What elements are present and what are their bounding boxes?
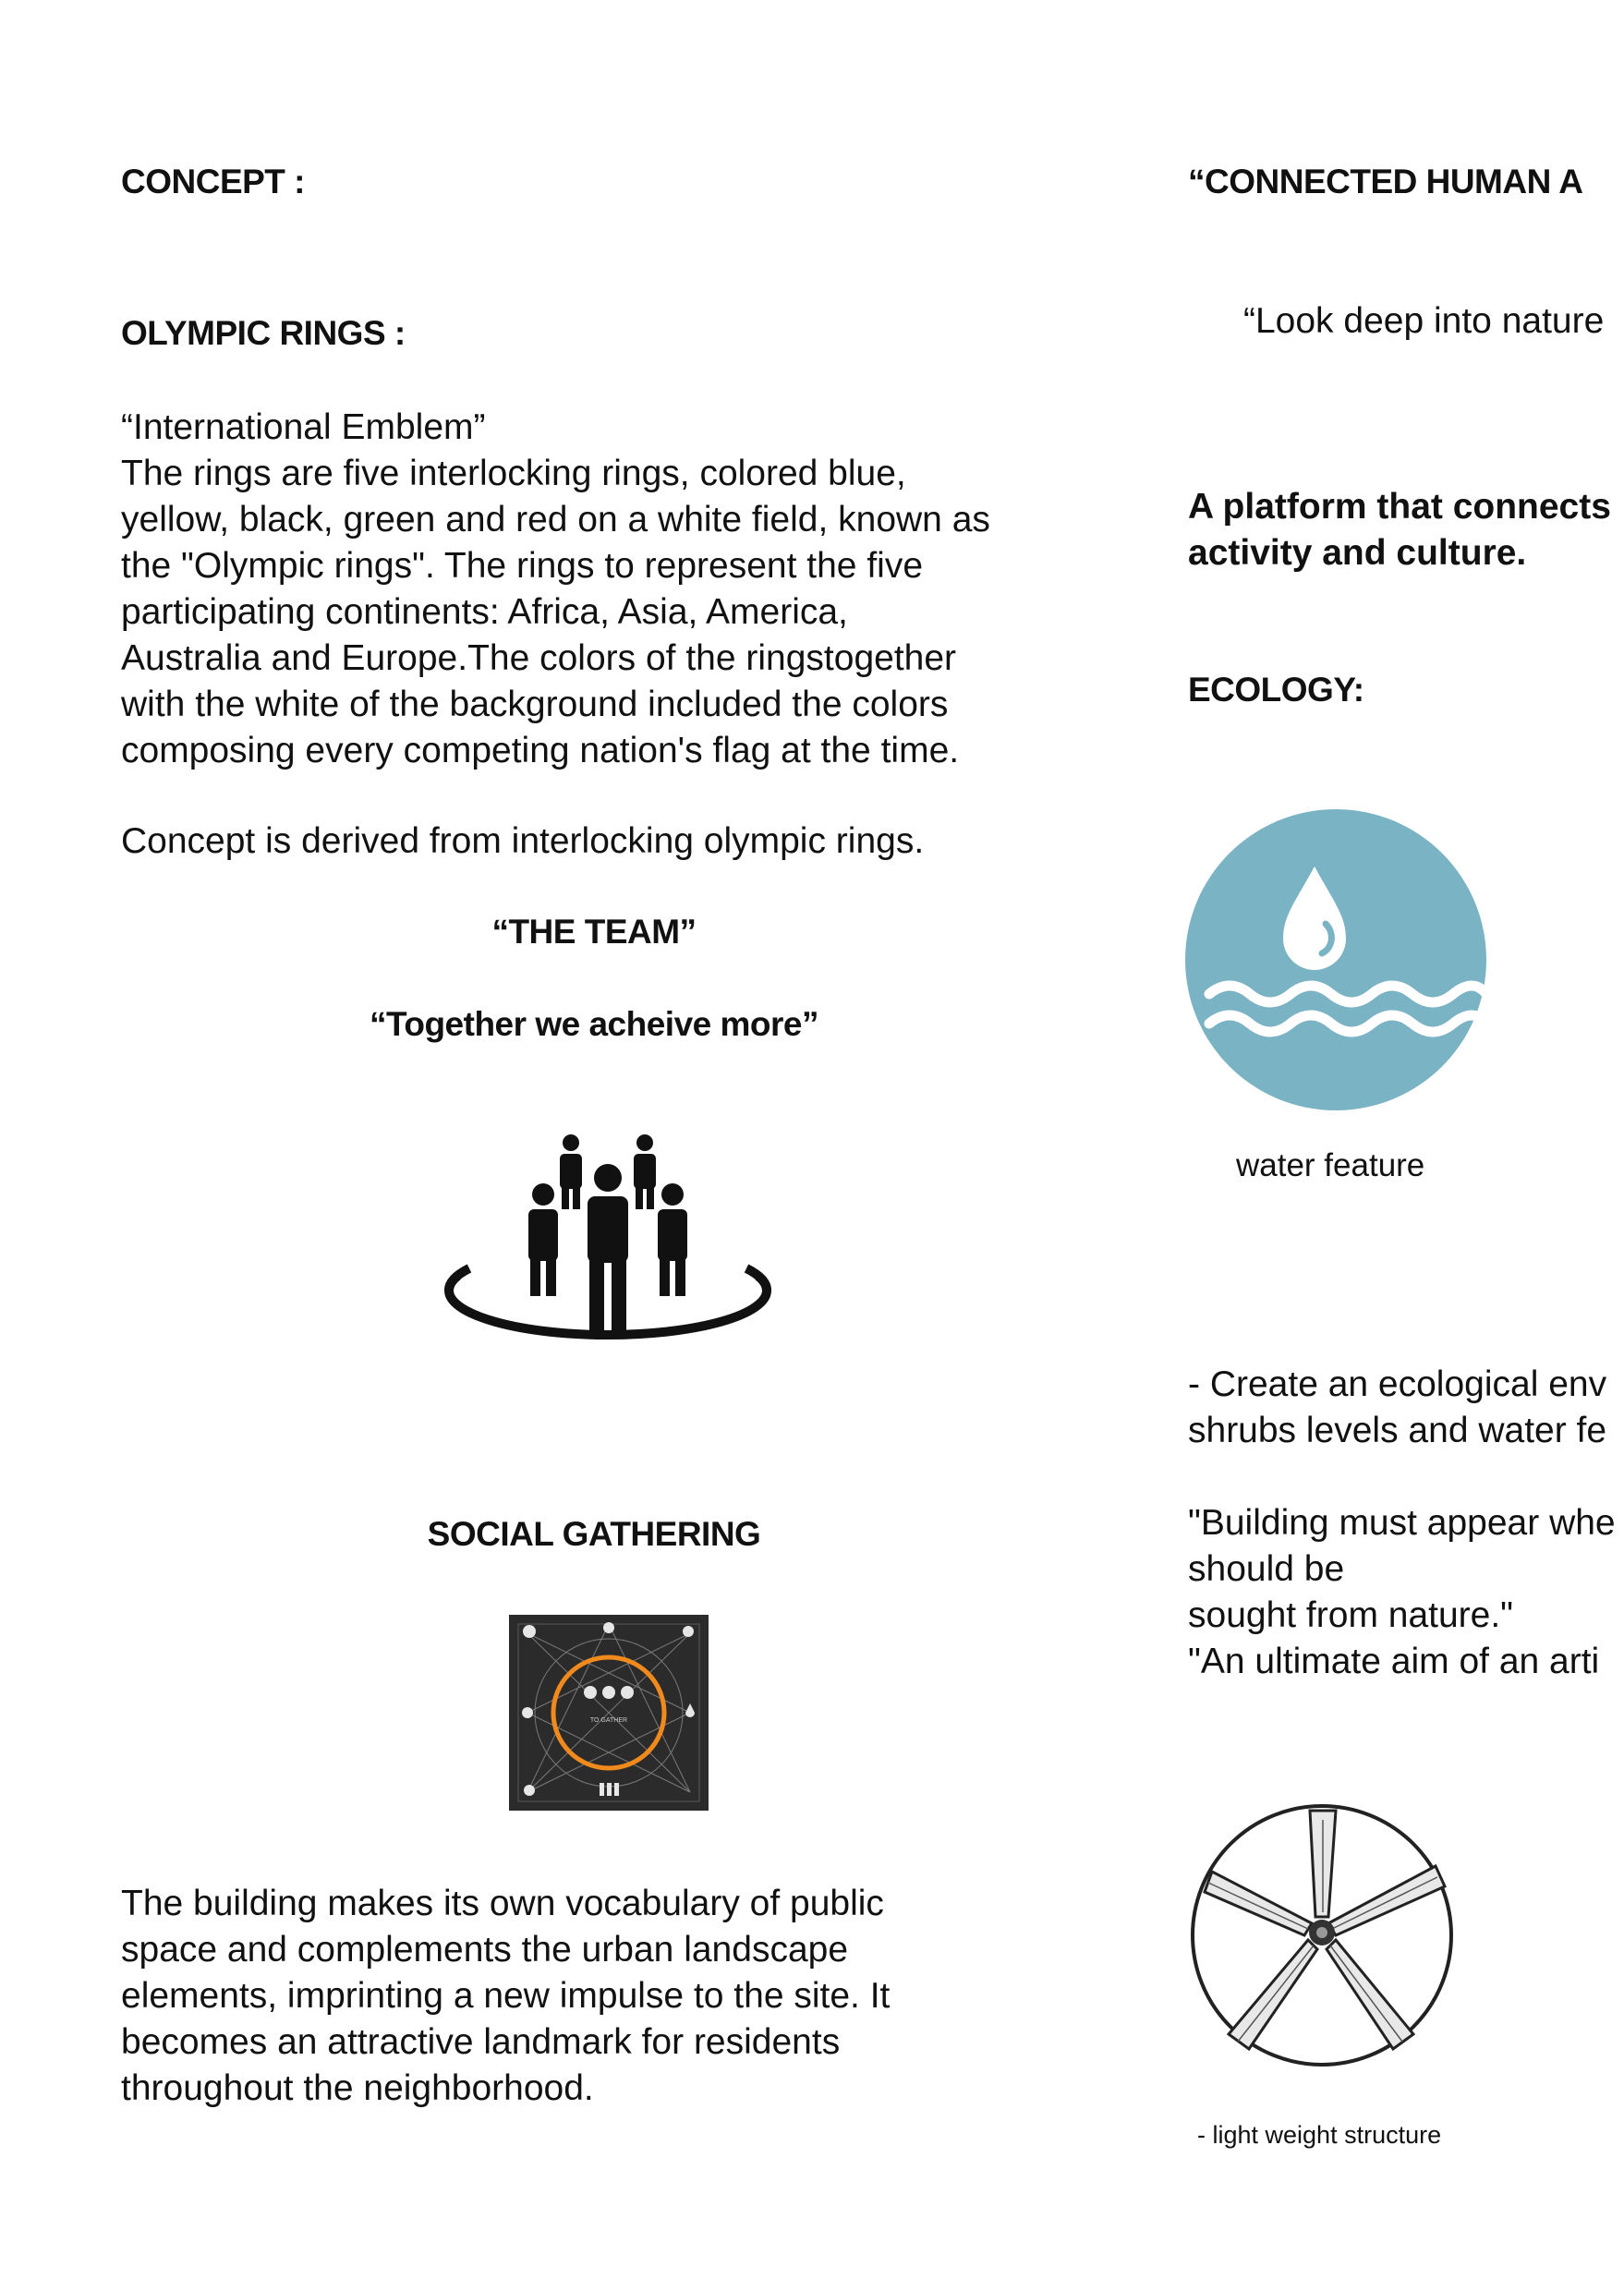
- rings-line: participating continents: Africa, Asia, America,: [121, 592, 848, 632]
- rings-line: yellow, black, green and red on a white field, known as: [121, 500, 990, 539]
- ecology-heading: ECOLOGY:: [1188, 671, 1364, 709]
- rings-line: Australia and Europe.The colors of the ringstogether: [121, 638, 957, 678]
- quote-line: should be: [1188, 1549, 1345, 1589]
- emblem-quote: “International Emblem”: [121, 407, 486, 447]
- structure-caption: - light weight structure: [1197, 2121, 1442, 2149]
- nature-quote: “Look deep into nature: [1243, 301, 1605, 341]
- quote-line: "Building must appear whe: [1188, 1503, 1616, 1543]
- rings-line: The rings are five interlocking rings, colored blue,: [121, 454, 906, 493]
- connected-heading: “CONNECTED HUMAN A: [1188, 163, 1583, 200]
- lightweight-structure-icon: [1188, 1801, 1456, 2069]
- building-line: space and complements the urban landscape: [121, 1930, 849, 1970]
- building-line: The building makes its own vocabulary of public: [121, 1884, 884, 1923]
- platform-statement: [1188, 484, 1611, 576]
- olympic-rings-paragraph: [121, 405, 1100, 774]
- platform-line: activity and culture.: [1188, 533, 1527, 573]
- quote-line: "An ultimate aim of an arti: [1188, 1642, 1600, 1681]
- concept-heading: CONCEPT :: [121, 163, 305, 200]
- team-people-icon: [442, 1132, 774, 1350]
- ecology-paragraph: [1188, 1362, 1606, 1454]
- team-title: “THE TEAM”: [491, 913, 697, 951]
- concept-derived-text: Concept is derived from interlocking olympic rings.: [121, 821, 925, 861]
- team-motto: “Together we acheive more”: [370, 1005, 818, 1043]
- building-line: throughout the neighborhood.: [121, 2068, 594, 2108]
- rings-line: composing every competing nation's flag at the time.: [121, 731, 960, 770]
- quote-line: sought from nature.": [1188, 1595, 1514, 1635]
- social-gathering-heading: SOCIAL GATHERING: [427, 1515, 761, 1553]
- social-gathering-diagram: [509, 1615, 709, 1811]
- building-paragraph: [121, 1881, 1100, 2112]
- building-line: elements, imprinting a new impulse to the site. It: [121, 1976, 891, 2016]
- platform-line: A platform that connects: [1188, 487, 1611, 527]
- water-drop-waves-icon: [1185, 809, 1486, 1110]
- eco-line: shrubs levels and water fe: [1188, 1411, 1607, 1450]
- water-feature-caption: water feature: [1236, 1147, 1425, 1183]
- building-line: becomes an attractive landmark for residents: [121, 2022, 841, 2062]
- rings-line: the "Olympic rings". The rings to represent the five: [121, 546, 924, 586]
- diagram-caption: TO GATHER: [589, 1717, 628, 1724]
- eco-line: - Create an ecological env: [1188, 1364, 1607, 1404]
- rings-line: with the white of the background included the colors: [121, 685, 949, 724]
- olympic-rings-heading: OLYMPIC RINGS :: [121, 314, 406, 352]
- building-quote: [1188, 1500, 1616, 1685]
